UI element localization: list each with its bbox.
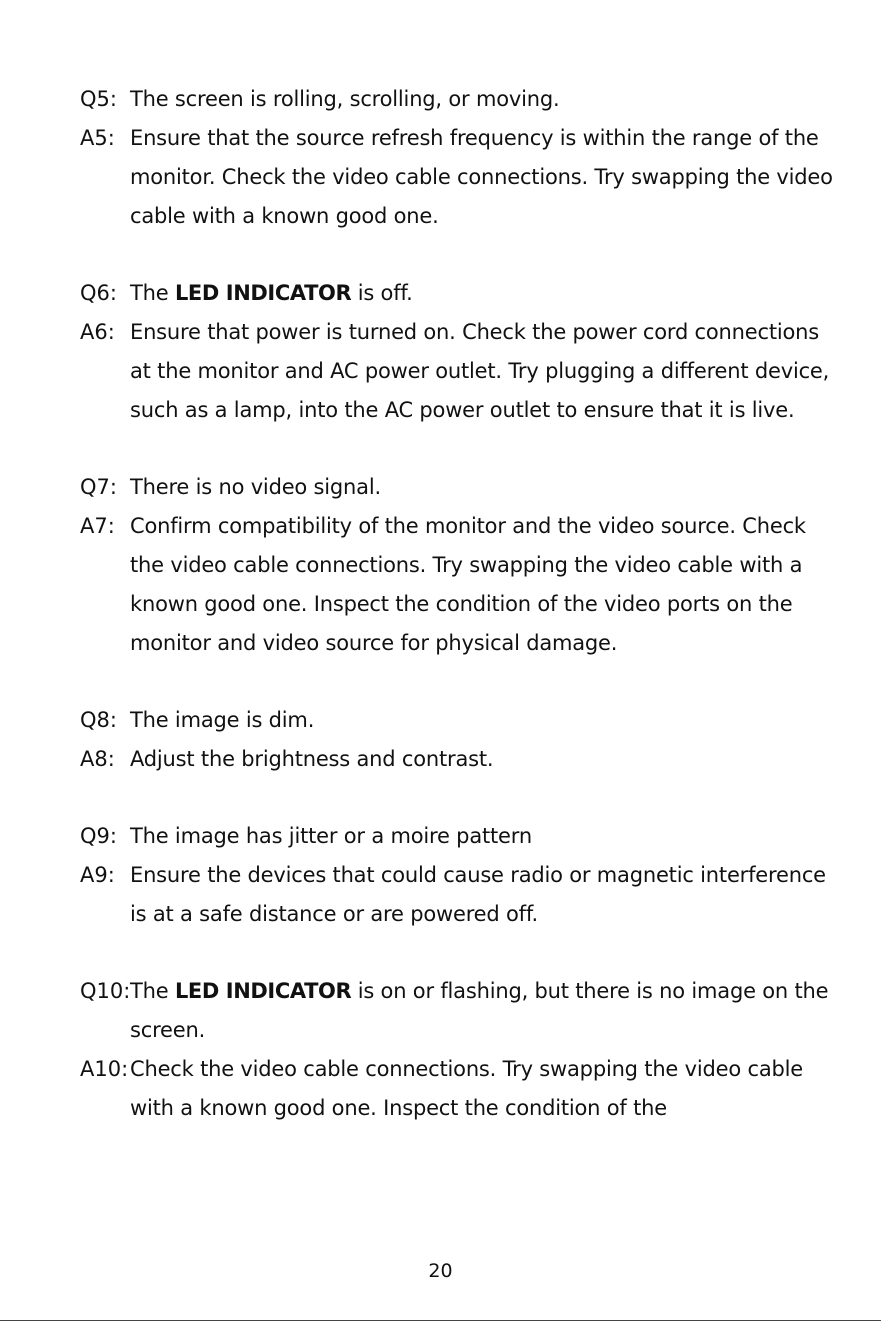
question-row bbox=[80, 972, 840, 1050]
answer-row bbox=[80, 856, 840, 934]
question-text-pre: The bbox=[130, 281, 175, 305]
question-row bbox=[80, 468, 840, 507]
qa-item-5 bbox=[80, 80, 840, 236]
answer-label: A9: bbox=[80, 863, 115, 887]
question-text bbox=[130, 274, 840, 313]
question-text bbox=[130, 972, 840, 1050]
question-row bbox=[80, 817, 840, 856]
page-number: 20 bbox=[428, 1260, 453, 1282]
answer-text: Ensure the devices that could cause radio or magnetic interference is at a safe distance or are powered off. bbox=[130, 863, 826, 926]
question-label: Q9: bbox=[80, 824, 117, 848]
question-row bbox=[80, 701, 840, 740]
answer-row bbox=[80, 313, 840, 430]
qa-item-8 bbox=[80, 701, 840, 779]
question-text: The image has jitter or a moire pattern bbox=[130, 824, 532, 848]
troubleshooting-qa-list bbox=[80, 80, 840, 1166]
answer-row bbox=[80, 1050, 840, 1128]
qa-item-9 bbox=[80, 817, 840, 934]
answer-row bbox=[80, 740, 840, 779]
answer-label: A10: bbox=[80, 1057, 129, 1081]
answer-text: Ensure that the source refresh frequency is within the range of the monitor. Check the video cable connections. Try swapping the video cable with a known good one. bbox=[130, 126, 833, 228]
question-label: Q8: bbox=[80, 708, 117, 732]
question-text-post: is off. bbox=[351, 281, 413, 305]
qa-item-6 bbox=[80, 274, 840, 430]
question-text-post: is on or flashing, but there is no image on the screen. bbox=[130, 979, 829, 1042]
answer-text: Confirm compatibility of the monitor and the video source. Check the video cable connections. Try swapping the video cable with a known good one. Inspect the condition of the video ports on the monitor and video source for physical damage. bbox=[130, 514, 806, 655]
answer-label: A5: bbox=[80, 126, 115, 150]
answer-label: A8: bbox=[80, 747, 115, 771]
question-row bbox=[80, 80, 840, 119]
question-text: The screen is rolling, scrolling, or moving. bbox=[130, 87, 560, 111]
question-label: Q5: bbox=[80, 87, 117, 111]
question-label: Q6: bbox=[80, 281, 117, 305]
answer-label: A7: bbox=[80, 514, 115, 538]
answer-label: A6: bbox=[80, 320, 115, 344]
page-bottom-divider bbox=[0, 1320, 881, 1321]
led-indicator-term: LED INDICATOR bbox=[174, 979, 352, 1003]
qa-item-7 bbox=[80, 468, 840, 663]
answer-text: Check the video cable connections. Try swapping the video cable with a known good one. Inspect the condition of the bbox=[130, 1057, 803, 1120]
question-text: There is no video signal. bbox=[130, 475, 381, 499]
answer-row bbox=[80, 119, 840, 236]
qa-item-10 bbox=[80, 972, 840, 1128]
question-text-pre: The bbox=[130, 979, 175, 1003]
led-indicator-term: LED INDICATOR bbox=[174, 281, 352, 305]
question-label: Q10: bbox=[80, 979, 131, 1003]
question-row bbox=[80, 274, 840, 313]
answer-row bbox=[80, 507, 840, 663]
question-label: Q7: bbox=[80, 475, 117, 499]
answer-text: Ensure that power is turned on. Check the power cord connections at the monitor and AC power outlet. Try plugging a different device, such as a lamp, into the AC power outlet to ensure that it is live. bbox=[130, 320, 830, 422]
question-text: The image is dim. bbox=[130, 708, 315, 732]
answer-text: Adjust the brightness and contrast. bbox=[130, 747, 494, 771]
